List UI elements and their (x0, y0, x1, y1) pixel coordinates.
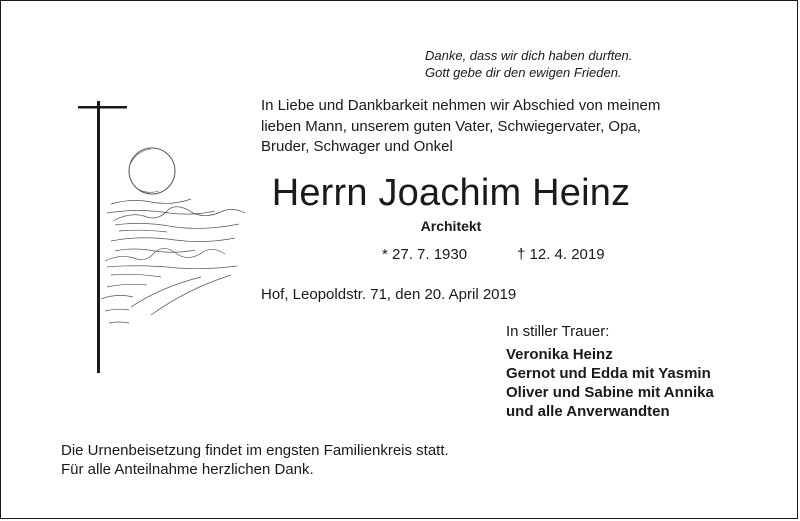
footer-line: Für alle Anteilnahme herzlichen Dank. (61, 461, 314, 478)
moon-icon (129, 148, 175, 194)
mourner-name: Gernot und Edda mit Yasmin (506, 365, 711, 382)
farewell-intro (261, 96, 781, 158)
mourner-name: Oliver und Sabine mit Annika (506, 384, 714, 401)
birth-date: * 27. 7. 1930 (382, 246, 468, 263)
place-and-date: Hof, Leopoldstr. 71, den 20. April 2019 (261, 286, 517, 303)
memorial-artwork (71, 101, 261, 376)
funeral-note (61, 441, 449, 479)
intro-line: In Liebe und Dankbarkeit nehmen wir Abschied von meinem (261, 97, 661, 114)
deceased-profession: Architekt (420, 218, 482, 234)
quote-line: Danke, dass wir dich haben durften. (425, 48, 633, 63)
intro-line: Bruder, Schwager und Onkel (261, 138, 453, 155)
sketched-landscape-icon (101, 199, 245, 323)
quote-line: Gott gebe dir den ewigen Frieden. (425, 65, 622, 80)
mourning-intro: In stiller Trauer: (506, 323, 610, 340)
death-date: † 12. 4. 2019 (517, 246, 605, 263)
deceased-name: Herrn Joachim Heinz (271, 172, 631, 214)
mourner-name: und alle Anverwandten (506, 403, 670, 420)
mourners-list (506, 345, 714, 421)
footer-line: Die Urnenbeisetzung findet im engsten Familienkreis statt. (61, 442, 449, 459)
memorial-quote (425, 47, 725, 81)
latin-cross-icon (78, 101, 127, 373)
mourner-name: Veronika Heinz (506, 346, 613, 363)
intro-line: lieben Mann, unserem guten Vater, Schwiegervater, Opa, (261, 117, 641, 135)
